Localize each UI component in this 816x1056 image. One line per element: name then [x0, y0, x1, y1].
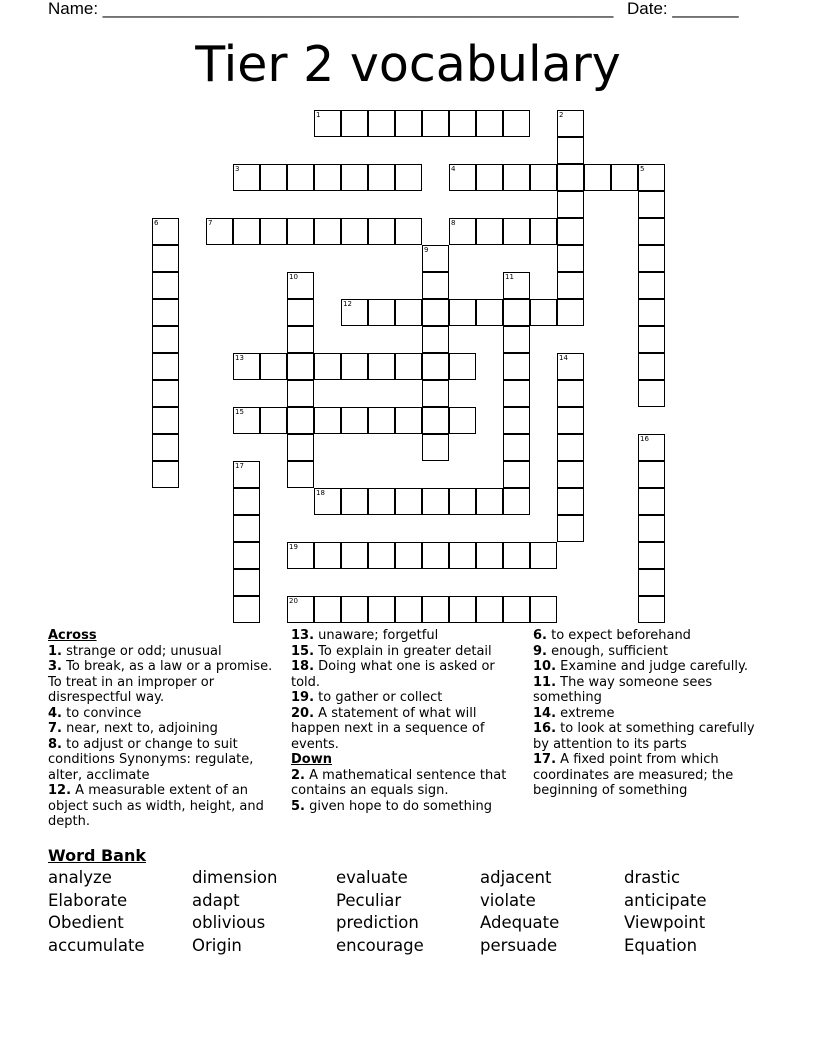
grid-cell[interactable] [449, 110, 476, 137]
grid-cell[interactable] [557, 434, 584, 461]
clue-number: 15. [291, 643, 315, 659]
grid-cell[interactable] [557, 353, 584, 380]
clue-text: Examine and judge carefully. [560, 659, 748, 674]
grid-cell[interactable] [449, 596, 476, 623]
grid-cell[interactable] [395, 407, 422, 434]
grid-cell[interactable] [584, 164, 611, 191]
clue-item [533, 675, 768, 706]
clue-number: 12 [343, 300, 352, 308]
grid-cell[interactable] [638, 461, 665, 488]
clue-text: Doing what one is asked or told. [291, 659, 495, 690]
grid-cell[interactable] [557, 164, 584, 191]
grid-cell[interactable] [476, 110, 503, 137]
clue-number: 1 [316, 111, 321, 119]
grid-cell[interactable] [638, 596, 665, 623]
clue-item [48, 644, 280, 660]
clue-text: to gather or collect [318, 690, 443, 705]
grid-cell[interactable] [287, 407, 314, 434]
grid-cell[interactable] [503, 542, 530, 569]
clue-number: 13. [291, 628, 315, 643]
word-bank-word: adapt [192, 890, 240, 910]
page-title: Tier 2 vocabulary [195, 36, 621, 93]
grid-cell[interactable] [233, 542, 260, 569]
clue-item [533, 721, 768, 752]
grid-cell[interactable] [638, 434, 665, 461]
clue-text: to look at something carefully by attention to its parts [533, 721, 755, 752]
grid-cell[interactable] [287, 461, 314, 488]
grid-cell[interactable] [422, 245, 449, 272]
grid-cell[interactable] [368, 542, 395, 569]
grid-cell[interactable] [341, 542, 368, 569]
grid-cell[interactable] [287, 353, 314, 380]
clue-number: 14 [559, 354, 568, 362]
clue-number: 1. [48, 643, 62, 659]
word-bank-word: Elaborate [48, 890, 128, 910]
clue-text: To explain in greater detail [318, 643, 492, 659]
clue-item [533, 706, 768, 722]
grid-cell[interactable] [314, 110, 341, 137]
grid-cell[interactable] [152, 299, 179, 326]
clue-text: to convince [66, 705, 142, 721]
clue-text: A measurable extent of an object such as width, height, and depth. [48, 783, 264, 829]
word-bank-word: Viewpoint [624, 913, 706, 933]
grid-cell[interactable] [422, 380, 449, 407]
clues-column-1 [48, 628, 280, 830]
grid-cell[interactable] [557, 461, 584, 488]
grid-cell[interactable] [449, 488, 476, 515]
grid-cell[interactable] [260, 218, 287, 245]
grid-cell[interactable] [638, 542, 665, 569]
grid-cell[interactable] [233, 488, 260, 515]
clue-text: A statement of what will happen next in a sequence of events. [291, 705, 485, 752]
clue-text: The way someone sees something [533, 674, 713, 705]
grid-cell[interactable] [341, 218, 368, 245]
grid-cell[interactable] [395, 596, 422, 623]
grid-cell[interactable] [638, 515, 665, 542]
clue-number: 10 [289, 273, 298, 281]
grid-cell[interactable] [314, 353, 341, 380]
grid-cell[interactable] [503, 218, 530, 245]
grid-cell[interactable] [233, 407, 260, 434]
word-bank-word: oblivious [192, 913, 266, 933]
grid-cell[interactable] [287, 299, 314, 326]
clue-number: 19. [291, 690, 315, 705]
clue-text: strange or odd; unusual [66, 643, 222, 659]
clue-item [533, 628, 768, 644]
word-bank-word: Origin [192, 936, 242, 956]
grid-cell[interactable] [557, 488, 584, 515]
grid-cell[interactable] [341, 407, 368, 434]
clue-item [291, 644, 513, 660]
grid-cell[interactable] [476, 164, 503, 191]
grid-cell[interactable] [638, 245, 665, 272]
clue-number: 19 [289, 543, 298, 551]
grid-cell[interactable] [503, 407, 530, 434]
grid-cell[interactable] [422, 326, 449, 353]
clue-number: 20. [291, 705, 315, 721]
grid-cell[interactable] [449, 542, 476, 569]
grid-cell[interactable] [314, 488, 341, 515]
grid-cell[interactable] [557, 515, 584, 542]
grid-cell[interactable] [152, 272, 179, 299]
grid-cell[interactable] [314, 542, 341, 569]
word-bank-word: encourage [336, 936, 424, 956]
grid-cell[interactable] [233, 596, 260, 623]
clue-item [533, 659, 768, 675]
clue-number: 7. [48, 721, 62, 736]
grid-cell[interactable] [368, 488, 395, 515]
grid-cell[interactable] [341, 164, 368, 191]
grid-cell[interactable] [341, 299, 368, 326]
grid-cell[interactable] [287, 218, 314, 245]
grid-cell[interactable] [314, 218, 341, 245]
clue-text: to expect beforehand [551, 628, 691, 643]
clue-text: given hope to do something [309, 798, 492, 814]
word-bank-word: Adequate [480, 913, 560, 933]
clue-number: 4 [451, 165, 456, 173]
grid-cell[interactable] [422, 299, 449, 326]
clue-item [48, 721, 280, 737]
word-bank-title: Word Bank [48, 846, 147, 865]
grid-cell[interactable] [395, 218, 422, 245]
grid-cell[interactable] [395, 488, 422, 515]
clue-text: enough, sufficient [551, 643, 668, 659]
grid-cell[interactable] [395, 164, 422, 191]
grid-cell[interactable] [638, 164, 665, 191]
grid-cell[interactable] [530, 542, 557, 569]
grid-cell[interactable] [638, 218, 665, 245]
grid-cell[interactable] [557, 137, 584, 164]
grid-cell[interactable] [638, 272, 665, 299]
clue-number: 13 [235, 354, 244, 362]
clue-number: 2 [559, 111, 564, 119]
clue-number: 3 [235, 165, 240, 173]
grid-cell[interactable] [503, 461, 530, 488]
grid-cell[interactable] [557, 191, 584, 218]
clue-number: 11. [533, 674, 557, 690]
grid-cell[interactable] [422, 488, 449, 515]
grid-cell[interactable] [422, 353, 449, 380]
clues-column-2 [291, 628, 513, 814]
grid-cell[interactable] [395, 110, 422, 137]
grid-cell[interactable] [422, 542, 449, 569]
grid-cell[interactable] [314, 596, 341, 623]
down-heading: Down [291, 752, 332, 767]
grid-cell[interactable] [476, 542, 503, 569]
grid-cell[interactable] [287, 596, 314, 623]
word-bank-word: Peculiar [336, 890, 402, 910]
clue-text: near, next to, adjoining [66, 721, 218, 736]
grid-cell[interactable] [476, 218, 503, 245]
clue-number: 16 [640, 435, 649, 443]
across-heading: Across [48, 628, 97, 643]
grid-cell[interactable] [476, 299, 503, 326]
clue-number: 6 [154, 219, 159, 227]
word-bank-word: Obedient [48, 913, 124, 933]
clue-number: 17 [235, 462, 244, 470]
word-bank-word: persuade [480, 936, 558, 956]
clue-number: 8. [48, 736, 62, 752]
grid-cell[interactable] [260, 407, 287, 434]
grid-cell[interactable] [449, 218, 476, 245]
clue-item [291, 768, 513, 799]
grid-cell[interactable] [557, 299, 584, 326]
grid-cell[interactable] [503, 488, 530, 515]
grid-cell[interactable] [422, 110, 449, 137]
grid-cell[interactable] [341, 488, 368, 515]
grid-cell[interactable] [557, 245, 584, 272]
clue-number: 5 [640, 165, 645, 173]
grid-cell[interactable] [503, 110, 530, 137]
grid-cell[interactable] [233, 461, 260, 488]
grid-cell[interactable] [503, 380, 530, 407]
grid-cell[interactable] [503, 596, 530, 623]
grid-cell[interactable] [287, 434, 314, 461]
word-bank [48, 867, 768, 958]
clue-number: 12. [48, 783, 72, 798]
grid-cell[interactable] [449, 353, 476, 380]
clue-number: 3. [48, 659, 62, 674]
word-bank-word: Equation [624, 936, 698, 956]
grid-cell[interactable] [530, 596, 557, 623]
clue-number: 17. [533, 752, 557, 767]
clue-number: 14. [533, 705, 557, 721]
grid-cell[interactable] [638, 326, 665, 353]
grid-cell[interactable] [287, 326, 314, 353]
grid-cell[interactable] [368, 407, 395, 434]
grid-cell[interactable] [368, 110, 395, 137]
grid-cell[interactable] [638, 299, 665, 326]
clue-item [48, 783, 280, 830]
grid-cell[interactable] [557, 272, 584, 299]
clue-number: 8 [451, 219, 456, 227]
grid-cell[interactable] [395, 542, 422, 569]
clue-item [291, 659, 513, 690]
grid-cell[interactable] [314, 164, 341, 191]
word-bank-word: analyze [48, 868, 112, 887]
grid-cell[interactable] [422, 272, 449, 299]
word-bank-word: prediction [336, 913, 419, 933]
clue-number: 20 [289, 597, 298, 605]
clue-number: 9 [424, 246, 429, 254]
grid-cell[interactable] [530, 218, 557, 245]
grid-cell[interactable] [395, 299, 422, 326]
grid-cell[interactable] [557, 380, 584, 407]
grid-cell[interactable] [449, 299, 476, 326]
clue-item [291, 690, 513, 706]
clue-text: to adjust or change to suit conditions Synonyms: regulate, alter, acclimate [48, 736, 254, 783]
word-bank-word: adjacent [480, 868, 552, 887]
clue-number: 7 [208, 219, 213, 227]
clue-item [291, 628, 513, 644]
grid-cell[interactable] [152, 218, 179, 245]
grid-cell[interactable] [152, 434, 179, 461]
date-line: Date: _______ [627, 0, 739, 18]
grid-cell[interactable] [233, 218, 260, 245]
grid-cell[interactable] [368, 353, 395, 380]
clue-number: 2. [291, 767, 305, 783]
grid-cell[interactable] [206, 218, 233, 245]
grid-cell[interactable] [233, 569, 260, 596]
name-line: Name: ______________________________________________________ [48, 0, 614, 18]
clue-item [48, 706, 280, 722]
grid-cell[interactable] [638, 191, 665, 218]
grid-cell[interactable] [476, 596, 503, 623]
grid-cell[interactable] [341, 353, 368, 380]
clue-number: 5. [291, 798, 305, 814]
grid-cell[interactable] [152, 407, 179, 434]
clue-item [533, 752, 768, 799]
grid-cell[interactable] [503, 353, 530, 380]
clue-number: 4. [48, 705, 62, 721]
word-bank-word: violate [480, 890, 536, 910]
grid-cell[interactable] [638, 380, 665, 407]
grid-cell[interactable] [422, 407, 449, 434]
grid-cell[interactable] [314, 407, 341, 434]
grid-cell[interactable] [476, 488, 503, 515]
word-bank-word: dimension [192, 868, 278, 887]
clue-item [291, 706, 513, 753]
clue-number: 11 [505, 273, 514, 281]
grid-cell[interactable] [152, 326, 179, 353]
grid-cell[interactable] [422, 596, 449, 623]
grid-cell[interactable] [503, 164, 530, 191]
grid-cell[interactable] [152, 380, 179, 407]
clue-number: 18 [316, 489, 325, 497]
grid-cell[interactable] [557, 110, 584, 137]
clue-item [533, 644, 768, 660]
word-bank-word: drastic [624, 868, 681, 887]
grid-cell[interactable] [233, 353, 260, 380]
grid-cell[interactable] [449, 164, 476, 191]
grid-cell[interactable] [368, 164, 395, 191]
word-bank-word: anticipate [624, 890, 707, 910]
grid-cell[interactable] [368, 596, 395, 623]
grid-cell[interactable] [287, 164, 314, 191]
clue-text: A mathematical sentence that contains an equals sign. [291, 767, 507, 798]
clue-number: 18. [291, 659, 315, 674]
grid-cell[interactable] [341, 596, 368, 623]
grid-cell[interactable] [341, 110, 368, 137]
grid-cell[interactable] [530, 299, 557, 326]
grid-cell[interactable] [611, 164, 638, 191]
grid-cell[interactable] [368, 218, 395, 245]
grid-cell[interactable] [422, 434, 449, 461]
grid-cell[interactable] [638, 569, 665, 596]
clue-number: 16. [533, 721, 557, 736]
grid-cell[interactable] [287, 380, 314, 407]
word-bank-word: evaluate [336, 868, 408, 887]
grid-cell[interactable] [638, 353, 665, 380]
grid-cell[interactable] [152, 245, 179, 272]
clue-text: unaware; forgetful [318, 628, 439, 643]
clue-item [48, 737, 280, 784]
clue-item [48, 659, 280, 706]
grid-cell[interactable] [530, 164, 557, 191]
grid-cell[interactable] [395, 353, 422, 380]
grid-cell[interactable] [503, 326, 530, 353]
grid-cell[interactable] [233, 515, 260, 542]
clue-text: To break, as a law or a promise. To treat in an improper or disrespectful way. [48, 659, 273, 705]
grid-cell[interactable] [260, 353, 287, 380]
clue-number: 6. [533, 628, 547, 643]
grid-cell[interactable] [152, 353, 179, 380]
grid-cell[interactable] [233, 164, 260, 191]
grid-cell[interactable] [557, 407, 584, 434]
clue-text: A fixed point from which coordinates are measured; the beginning of something [533, 752, 734, 798]
grid-cell[interactable] [368, 299, 395, 326]
grid-cell[interactable] [638, 488, 665, 515]
grid-cell[interactable] [287, 272, 314, 299]
grid-cell[interactable] [152, 461, 179, 488]
grid-cell[interactable] [260, 164, 287, 191]
clue-number: 15 [235, 408, 244, 416]
clue-text: extreme [560, 705, 615, 721]
clue-number: 9. [533, 643, 547, 659]
grid-cell[interactable] [287, 542, 314, 569]
clues-column-3 [533, 628, 768, 799]
grid-cell[interactable] [503, 434, 530, 461]
clue-number: 10. [533, 659, 557, 674]
word-bank-word: accumulate [48, 936, 145, 956]
clue-item [291, 799, 513, 815]
grid-cell[interactable] [503, 299, 530, 326]
grid-cell[interactable] [449, 407, 476, 434]
grid-cell[interactable] [557, 218, 584, 245]
grid-cell[interactable] [503, 272, 530, 299]
